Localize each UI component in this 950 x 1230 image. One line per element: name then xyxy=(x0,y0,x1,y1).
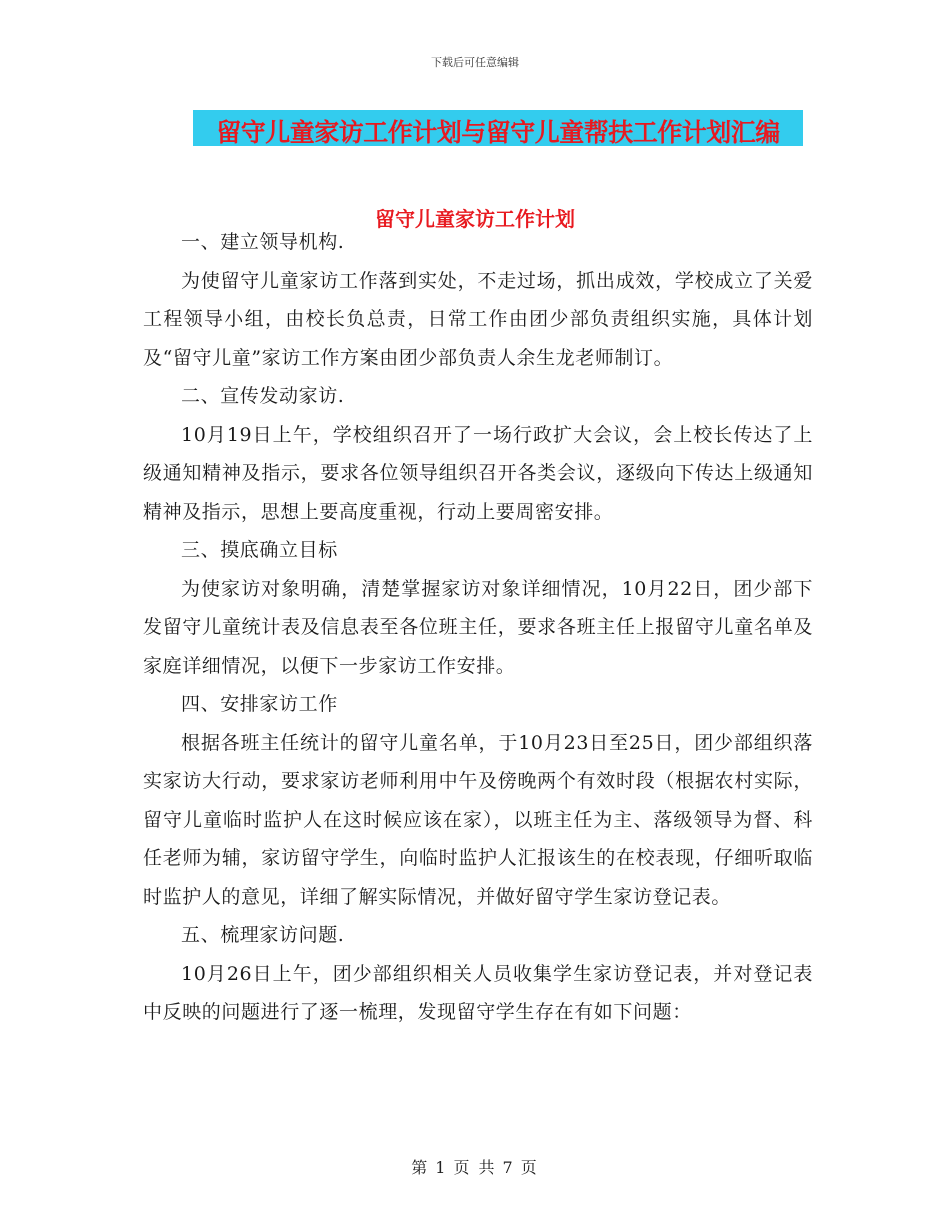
heading-3: 三、摸底确立目标 xyxy=(181,539,338,561)
document-body xyxy=(143,223,813,1032)
paragraph: 根据各班主任统计的留守儿童名单，于10月23日至25日，团少部组织落实家访大行动，要求家访老师利用中午及傍晚两个有效时段（根据农村实际，留守儿童临时监护人在这时候应该在家），以班主任为主、落级领导为督、科任老师为辅，家访留守学生，向临时监护人汇报该生的在校表现，仔细听取临时监护人的意见，详细了解实际情况，并做好留守学生家访登记表。 xyxy=(143,731,813,908)
paragraph: 10月19日上午，学校组织召开了一场行政扩大会议，会上校长传达了上级通知精神及指示，要求各位领导组织召开各类会议，逐级向下传达上级通知精神及指示，思想上要高度重视，行动上要周密安排。 xyxy=(143,423,813,523)
page-number: 1 xyxy=(435,1158,448,1177)
header-note: 下载后可任意编辑 xyxy=(431,56,519,69)
heading-4: 四、安排家访工作 xyxy=(181,693,338,715)
section-title: 留守儿童家访工作计划 xyxy=(375,207,575,231)
paragraph: 为使家访对象明确，清楚掌握家访对象详细情况，10月22日，团少部下发留守儿童统计表及信息表至各位班主任，要求各班主任上报留守儿童名单及家庭详细情况，以便下一步家访工作安排。 xyxy=(143,577,813,677)
heading-1: 一、建立领导机构. xyxy=(181,231,345,253)
paragraph: 10月26日上午，团少部组织相关人员收集学生家访登记表，并对登记表中反映的问题进行了逐一梳理，发现留守学生存在有如下问题： xyxy=(143,962,813,1023)
heading-5: 五、梳理家访问题. xyxy=(181,924,345,946)
main-title: 留守儿童家访工作计划与留守儿童帮扶工作计划汇编 xyxy=(216,118,780,147)
paragraph: 为使留守儿童家访工作落到实处，不走过场，抓出成效，学校成立了关爱工程领导小组，由校长负总责，日常工作由团少部负责组织实施，具体计划及“留守儿童”家访工作方案由团少部负责人余生龙老师制订。 xyxy=(143,269,813,369)
page-label-prefix: 第 xyxy=(411,1158,430,1177)
total-pages: 7 xyxy=(502,1158,515,1177)
page-label-suffix: 页 xyxy=(520,1158,539,1177)
page-footer xyxy=(0,1155,950,1178)
page-label-mid: 页 共 xyxy=(453,1158,497,1177)
heading-2: 二、宣传发动家访. xyxy=(181,385,345,407)
